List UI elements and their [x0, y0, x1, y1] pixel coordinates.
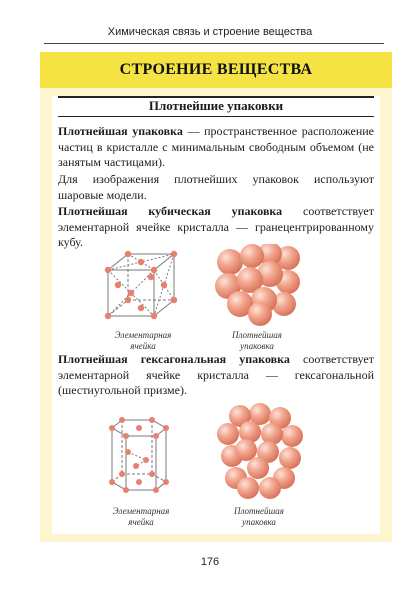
- term-cubic-packing: Плотнейшая кубическая упаковка: [58, 204, 283, 218]
- running-head: Химическая связь и строение вещества: [107, 26, 313, 38]
- paragraph-ball-models: Для изображения плотнейших упаковок используют шаровые модели.: [58, 172, 374, 202]
- hexagonal-cell-caption-line2: ячейка: [128, 516, 154, 527]
- cubic-cell-caption-line2: ячейка: [130, 340, 156, 351]
- header-divider: [44, 43, 384, 44]
- term-hexagonal-packing: Плотнейшая гексагональная упаковка: [58, 352, 290, 366]
- paragraph-hexagonal: [58, 352, 374, 399]
- cubic-cell-caption: [98, 330, 188, 351]
- hexagonal-packing-caption: [214, 506, 304, 527]
- cubic-packing-spheres-figure: [206, 244, 310, 328]
- cubic-unit-cell-figure: [98, 248, 186, 324]
- cubic-cell-caption-line1: Элементарная: [114, 330, 172, 340]
- cubic-packing-caption-line2: упаковка: [240, 340, 274, 351]
- paragraph-definition: [58, 124, 374, 171]
- section-title: Плотнейшие упаковки: [148, 98, 284, 113]
- chapter-banner: [40, 52, 392, 88]
- chapter-title: СТРОЕНИЕ ВЕЩЕСТВА: [119, 61, 313, 78]
- cubic-text: соответствует элементарной ячейке кристалла — гранецентрированному кубу.: [58, 204, 374, 249]
- hexagonal-cell-caption-line1: Элементарная: [112, 506, 170, 516]
- section-rule-bottom: [58, 116, 374, 117]
- hexagonal-cell-caption: [96, 506, 186, 527]
- cubic-packing-caption-line1: Плотнейшая: [232, 330, 282, 340]
- hexagonal-unit-cell-figure: [100, 410, 182, 502]
- term-dense-packing: Плотнейшая упаковка: [58, 124, 183, 138]
- hexagonal-text: соответствует элементарной ячейке кристалла — гексагональной (шестиугольной призме).: [58, 352, 374, 397]
- cubic-packing-caption: [212, 330, 302, 351]
- hexagonal-packing-caption-line2: упаковка: [242, 516, 276, 527]
- hexagonal-packing-caption-line1: Плотнейшая: [234, 506, 284, 516]
- definition-text: — пространственное расположение частиц в кристалле с минимальным свободным объемом (не занятым частицами).: [58, 124, 374, 169]
- hexagonal-packing-spheres-figure: [210, 402, 310, 502]
- page-number: 176: [200, 556, 220, 568]
